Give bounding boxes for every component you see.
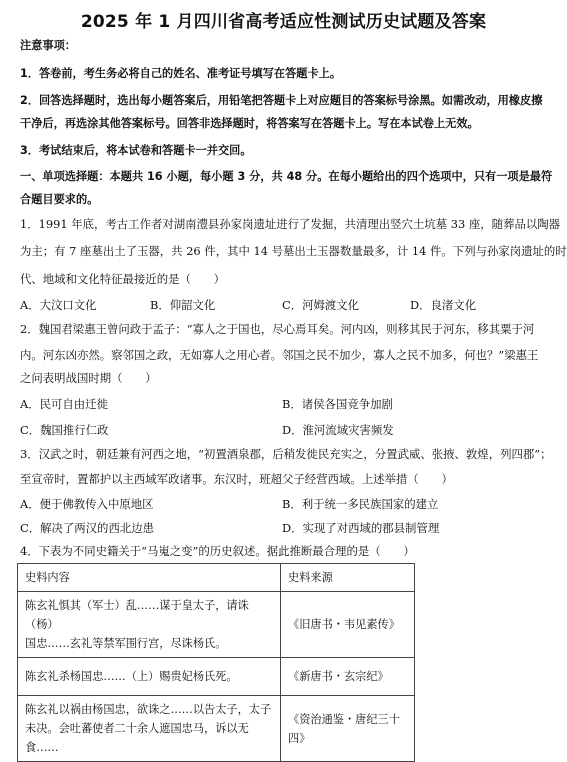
history-table xyxy=(17,563,415,762)
option-b: B．诸侯各国竞争加剧 xyxy=(282,397,393,411)
cell-line: 陈玄礼惧其（军士）乱……谋于皇太子，请诛（杨） xyxy=(25,599,249,631)
option-d: D．良渚文化 xyxy=(410,298,477,312)
option-c: C．魏国推行仁政 xyxy=(20,423,109,437)
option-a: A．便于佛教传入中原地区 xyxy=(20,497,154,511)
cell-line: 陈玄礼以祸由杨国忠，欲诛之……以告太子，太子 xyxy=(25,703,272,716)
table-header-cell: 史料来源 xyxy=(281,564,415,592)
section-heading: 合题目要求的。 xyxy=(20,193,99,206)
table-cell-source xyxy=(281,696,415,762)
question-text: 4．下表为不同史籍关于“马嵬之变”的历史叙述。据此推断最合理的是（ ） xyxy=(20,544,415,558)
table-header-row xyxy=(18,564,415,592)
option-d: D．实现了对西域的郡县制管理 xyxy=(282,521,440,535)
table-cell-content xyxy=(18,696,281,762)
cell-line: 《旧唐书・韦见素传》 xyxy=(288,618,400,631)
question-text: 2．魏国君梁惠王曾问政于孟子：“寡人之于国也，尽心焉耳矣。河内凶，则移其民于河东，移其粟于河 xyxy=(20,322,535,336)
table-cell-source xyxy=(281,658,415,696)
table-cell-source xyxy=(281,592,415,658)
question-text: 代、地域和文化特征最接近的是（ ） xyxy=(20,272,226,286)
cell-line: 《新唐书・玄宗纪》 xyxy=(288,670,389,683)
option-c: C．河姆渡文化 xyxy=(282,298,360,312)
question-text: 为主；有 7 座墓出土了玉器，共 26 件，其中 14 号墓出土玉器数量最多，计 14 件。下列与孙家岗遗址的时 xyxy=(20,244,567,258)
option-d: D．淮河流域灾害频发 xyxy=(282,423,394,437)
question-text: 至宣帝时，置都护以主西域军政诸事。东汉时，班超父子经营西域。上述举措（ ） xyxy=(20,472,453,486)
table-cell-content xyxy=(18,592,281,658)
cell-line: 陈玄礼杀杨国忠……（上）赐贵妃杨氏死。 xyxy=(25,670,238,683)
table-row xyxy=(18,658,415,696)
question-text: 3．汉武之时，朝廷兼有河西之地，“初置酒泉郡，后稍发徙民充实之，分置武威、张掖、敦煌，列四郡”； xyxy=(20,447,552,461)
notice-line: 2．回答选择题时，选出每小题答案后，用铅笔把答题卡上对应题目的答案标号涂黑。如需改动，用橡皮擦 xyxy=(20,94,543,107)
option-a: A．大汶口文化 xyxy=(20,298,97,312)
cell-line: 《资治通鉴・唐纪三十 xyxy=(288,712,400,726)
option-b: B．利于统一多民族国家的建立 xyxy=(282,497,439,511)
cell-line: 四》 xyxy=(288,731,311,745)
option-b: B．仰韶文化 xyxy=(150,298,216,312)
question-text: 之问表明战国时期（ ） xyxy=(20,371,157,385)
table-header-cell: 史料内容 xyxy=(18,564,281,592)
cell-line: 国忠……玄礼等禁军围行宫，尽诛杨氏。 xyxy=(25,637,227,650)
section-heading: 一、单项选择题：本题共 16 小题，每小题 3 分，共 48 分。在每小题给出的四个选项中，只有一项是最符 xyxy=(20,170,553,183)
option-a: A．民可自由迁徙 xyxy=(20,397,108,411)
notice-line: 1．答卷前，考生务必将自己的姓名、准考证号填写在答题卡上。 xyxy=(20,67,342,80)
table-row xyxy=(18,696,415,762)
table-row xyxy=(18,592,415,658)
cell-line: 未决。会吐蕃使者二十余人遮国忠马，诉以无食…… xyxy=(25,722,249,754)
notice-heading: 注意事项： xyxy=(20,39,76,52)
page-title: 2025 年 1 月四川省高考适应性测试历史试题及答案 xyxy=(80,12,487,32)
table-cell-content xyxy=(18,658,281,696)
option-c: C．解决了两汉的西北边患 xyxy=(20,521,155,535)
question-text: 内。河东凶亦然。察邻国之政，无如寡人之用心者。邻国之民不加少，寡人之民不加多，何也？”梁惠王 xyxy=(20,348,539,362)
notice-line: 3．考试结束后，将本试卷和答题卡一并交回。 xyxy=(20,144,252,157)
notice-line: 干净后，再选涂其他答案标号。回答非选择题时，将答案写在答题卡上。写在本试卷上无效。 xyxy=(20,117,479,130)
question-text: 1．1991 年底，考古工作者对湖南澧县孙家岗遗址进行了发掘，共清理出竖穴土坑墓 33 座，随葬品以陶器 xyxy=(20,217,561,231)
